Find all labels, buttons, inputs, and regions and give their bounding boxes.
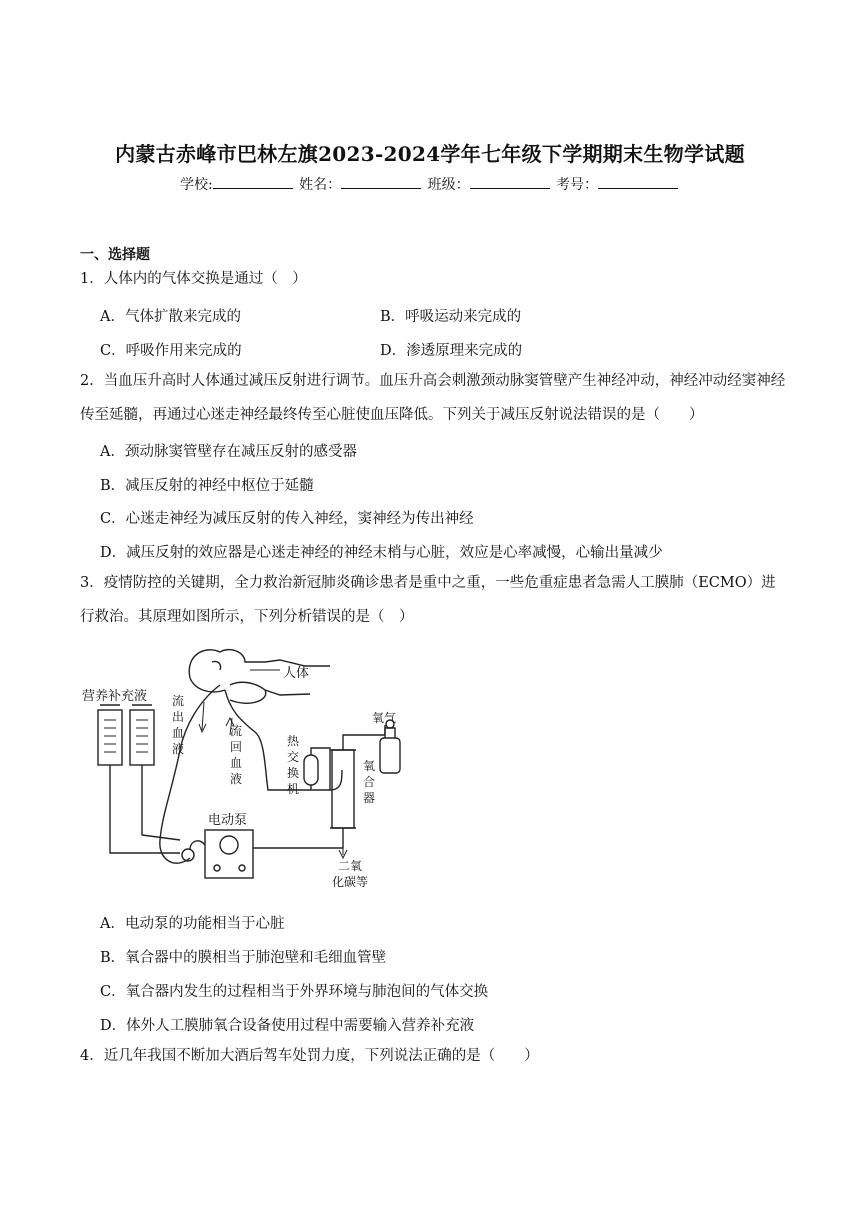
class-blank[interactable] xyxy=(470,176,550,189)
question-2-stem: 2．当血压升高时人体通过减压反射进行调节。血压升高会刺激颈动脉窦管壁产生神经冲动，神经冲动经窦神经传至延髓，再通过心迷走神经最终传至心脏使血压降低。下列关于减压反射说法错误的是（ ） xyxy=(80,373,786,423)
question-2-option-a: A．颈动脉窦管壁存在减压反射的感受器 xyxy=(100,444,357,460)
school-label: 学校: xyxy=(179,177,213,193)
question-3-option-d: D．体外人工膜肺氧合设备使用过程中需要输入营养补充液 xyxy=(100,1018,475,1034)
student-info-line xyxy=(0,174,860,194)
label-oxygenator: 氧 合 器 xyxy=(363,759,376,805)
question-3-option-c: C．氧合器内发生的过程相当于外界环境与肺泡间的气体交换 xyxy=(100,984,489,1000)
label-oxygen: 氧气 xyxy=(372,711,397,725)
name-label: 姓名： xyxy=(299,177,342,193)
exam-number-label: 考号： xyxy=(556,177,599,193)
question-3-option-b: B．氧合器中的膜相当于肺泡壁和毛细血管壁 xyxy=(100,950,387,966)
question-1-stem: 1．人体内的气体交换是通过（ ） xyxy=(80,271,307,287)
label-inflow: 流 回 血 液 xyxy=(230,724,243,786)
question-1-option-c: C．呼吸作用来完成的 xyxy=(100,343,242,359)
question-2-option-d: D．减压反射的效应器是心迷走神经的神经末梢与心脏，效应是心率减慢，心输出量减少 xyxy=(100,545,663,561)
section-title: 一、选择题 xyxy=(80,247,150,263)
nutrient-bottles xyxy=(98,705,180,853)
label-co2-line2: 化碳等 xyxy=(332,875,369,889)
question-4-stem: 4．近几年我国不断加大酒后驾车处罚力度，下列说法正确的是（ ） xyxy=(80,1048,539,1064)
question-2-option-c: C．心迷走神经为减压反射的传入神经，窦神经为传出神经 xyxy=(100,511,474,527)
label-outflow: 流 出 血 液 xyxy=(172,694,185,756)
class-label: 班级： xyxy=(427,177,470,193)
exam-number-blank[interactable] xyxy=(598,176,678,189)
name-blank[interactable] xyxy=(341,176,421,189)
label-pump: 电动泵 xyxy=(208,813,248,828)
electric-pump xyxy=(182,830,343,878)
outflow-tube xyxy=(160,685,220,863)
label-nutrient: 营养补充液 xyxy=(82,689,148,704)
heat-exchanger xyxy=(304,748,330,790)
label-heat-exchanger: 热 交 换 机 xyxy=(287,734,300,796)
question-1-option-b: B．呼吸运动来完成的 xyxy=(380,309,522,325)
exam-title: 内蒙古赤峰市巴林左旗2023-2024学年七年级下学期期末生物学试题 xyxy=(115,142,745,166)
question-2-option-b: B．减压反射的神经中枢位于延髓 xyxy=(100,478,314,494)
question-1-option-d: D．渗透原理来完成的 xyxy=(380,343,523,359)
label-co2-line1: 二氧 xyxy=(338,859,363,873)
ecmo-diagram xyxy=(80,640,420,895)
school-blank[interactable] xyxy=(213,176,293,189)
question-3-option-a: A．电动泵的功能相当于心脏 xyxy=(100,916,285,932)
question-1-option-a: A．气体扩散来完成的 xyxy=(100,309,241,325)
oxygen-tank xyxy=(380,720,400,773)
label-human: 人体 xyxy=(283,666,310,681)
question-3-stem: 3．疫情防控的关键期，全力救治新冠肺炎确诊患者是重中之重，一些危重症患者急需人工膜肺（ECMO）进行救治。其原理如图所示，下列分析错误的是（ ） xyxy=(80,575,776,625)
